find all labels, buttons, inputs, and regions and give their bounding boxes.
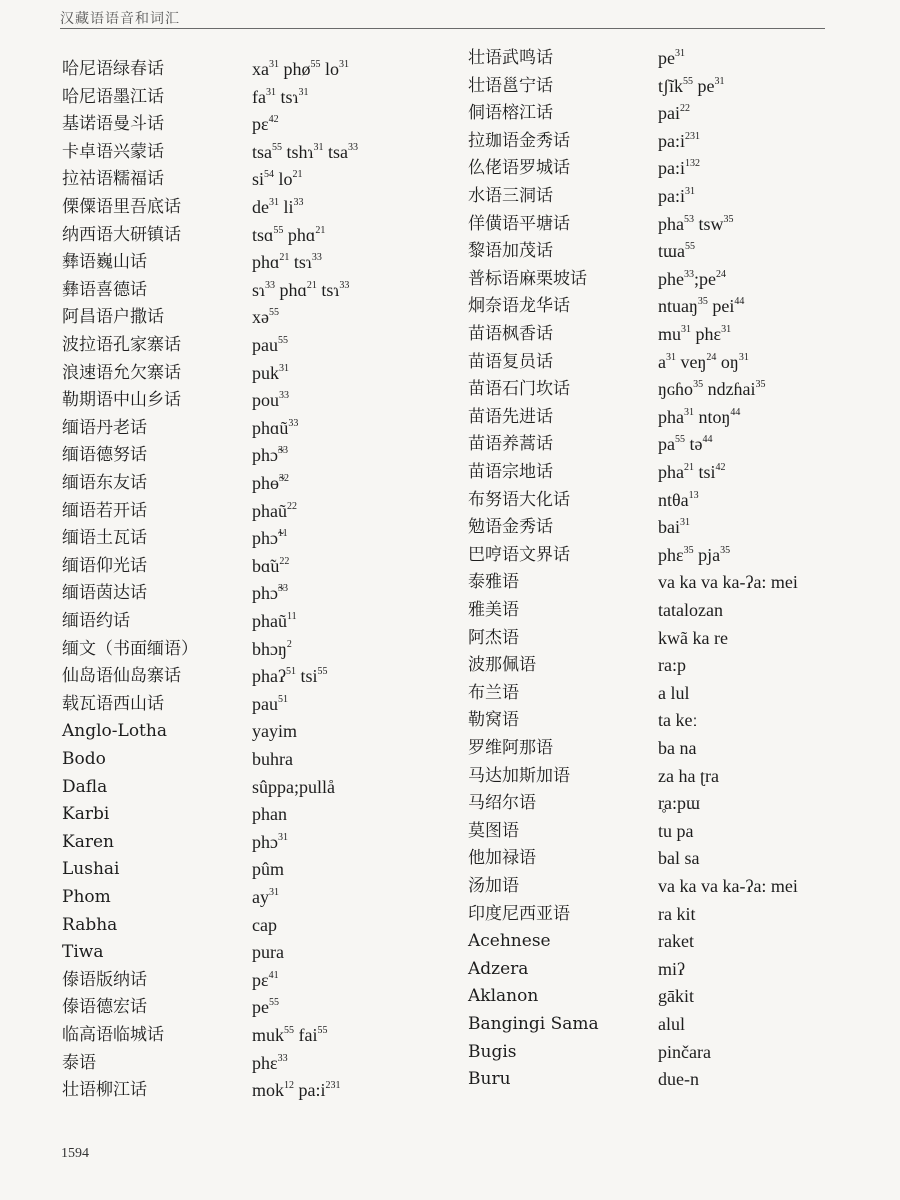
right-word-form: tɯa$^{55}$ xyxy=(658,241,695,262)
right-word-form: $pa:i^{31}$ xyxy=(658,186,695,206)
right-language-name: 泰雅语 xyxy=(468,572,519,593)
right-word-form: ba na xyxy=(658,738,697,758)
right-language-name: 汤加语 xyxy=(468,876,519,896)
left-language-name: 纳西语大研镇话 xyxy=(62,224,181,245)
left-word-form: $ay^{31}$ xyxy=(252,887,279,907)
left-language-name: 哈尼语绿春话 xyxy=(62,59,164,79)
left-word-form: muk$^{55}$ fai$^{55}$ xyxy=(252,1025,328,1045)
right-word-form: va ka va ka-ʔa: mei xyxy=(658,876,798,896)
left-word-form: $fa^{31}$ tsɿ$^{31}$ xyxy=(252,86,309,107)
left-word-form: phɑũ$^{33}$ xyxy=(252,417,299,438)
right-language-name: 马绍尔语 xyxy=(468,793,536,814)
right-language-name: 布兰语 xyxy=(468,682,519,703)
right-language-name: 苗语石门坎话 xyxy=(468,379,570,400)
right-language-name: 仫佬语罗城话 xyxy=(468,158,570,179)
left-word-form: $si^{54}$ $lo^{21}$ xyxy=(252,169,303,190)
right-language-name: 拉珈语金秀话 xyxy=(468,130,570,151)
left-word-form: pou$^{33}$ xyxy=(252,390,289,411)
left-language-name: 勒期语中山乡话 xyxy=(62,390,181,411)
right-word-form: va ka va ka-ʔa: mei xyxy=(658,572,798,593)
right-word-form: due-n xyxy=(658,1069,699,1090)
left-word-form: tsɑ$^{55}$ phɑ$^{21}$ xyxy=(252,224,326,245)
right-language-name: 水语三洞话 xyxy=(468,186,553,206)
right-word-form: pha$^{21}$ tsi$^{42}$ xyxy=(658,462,726,482)
right-word-form: miʔ xyxy=(658,958,685,979)
right-language-name: 马达加斯加语 xyxy=(468,765,570,786)
left-word-form: pɛ$^{41}$ xyxy=(252,969,279,990)
right-language-name: 他加禄语 xyxy=(468,848,536,869)
right-word-form: tatalozan xyxy=(658,600,723,620)
right-word-form: $a^{31}$ veŋ$^{24}$ $oŋ^{31}$ xyxy=(658,351,749,372)
left-word-form: phan xyxy=(252,804,287,825)
right-word-form: $pe^{31}$ xyxy=(658,48,685,68)
right-word-form: $phe^{33};pe^{24}$ xyxy=(658,268,726,289)
right-word-form: pai$^{22}$ xyxy=(658,103,690,124)
left-word-form: $de^{31}$ $li^{33}$ xyxy=(252,197,304,217)
right-language-name: 巴哼语文界话 xyxy=(468,544,570,565)
left-language-name: Phom xyxy=(62,887,111,907)
right-word-form: ntuaŋ$^{35}$ pei$^{44}$ xyxy=(658,296,745,317)
left-language-name: 缅语约话 xyxy=(62,611,130,631)
right-word-form: za ha ʈra xyxy=(658,765,719,786)
left-language-name: Rabha xyxy=(62,914,118,935)
right-language-name: 苗语先进话 xyxy=(468,406,553,427)
right-word-form: alul xyxy=(658,1014,685,1034)
left-word-form: $xa^{31}$ phø$^{55}$ $lo^{31}$ xyxy=(252,59,350,79)
right-word-form: pha$^{31}$ ntoŋ$^{44}$ xyxy=(658,406,741,427)
left-language-name: 卡卓语兴蒙话 xyxy=(62,141,164,162)
right-word-form: tʃĩk$^{55}$ $pe^{31}$ xyxy=(658,75,725,96)
left-language-name: 傣语版纳话 xyxy=(62,969,147,990)
right-word-form: $pa:i^{132}$ xyxy=(658,158,700,179)
left-language-name: Bodo xyxy=(62,749,106,769)
left-word-form: phɑ$^{21}$ tsɿ$^{33}$ xyxy=(252,252,322,273)
right-language-name: 苗语养蒿话 xyxy=(468,434,553,455)
right-language-name: 苗语宗地话 xyxy=(468,462,553,482)
right-language-name: 壮语武鸣话 xyxy=(468,48,553,68)
right-language-name: Bangingi Sama xyxy=(468,1014,599,1034)
left-word-form: $bɑ̃u^{22}$ xyxy=(252,555,290,576)
right-language-name: 壮语邕宁话 xyxy=(468,75,553,96)
right-word-form: ta keː xyxy=(658,710,698,731)
left-language-name: 缅语土瓦话 xyxy=(62,528,147,549)
left-word-form: phɵ̃$^{32}$ xyxy=(252,473,289,493)
left-word-form: phɔ̃$^{33}$ xyxy=(252,583,288,604)
left-language-name: 缅语东友话 xyxy=(62,473,147,493)
left-word-form: puk$^{31}$ xyxy=(252,362,289,383)
right-word-form: tu pa xyxy=(658,820,694,841)
left-language-name: 哈尼语墨江话 xyxy=(62,86,164,107)
left-language-name: 浪速语允欠寨话 xyxy=(62,362,181,383)
left-language-name: 缅语丹老话 xyxy=(62,417,147,438)
left-language-name: 仙岛语仙岛寨话 xyxy=(62,666,181,687)
left-language-name: 缅文（书面缅语） xyxy=(62,638,198,659)
left-language-name: 基诺语曼斗话 xyxy=(62,114,164,135)
left-language-name: Tiwa xyxy=(62,942,104,963)
right-language-name: Aklanon xyxy=(468,986,539,1007)
right-word-form: bal sa xyxy=(658,848,700,869)
left-word-form: sûppa;pullå xyxy=(252,776,335,797)
left-language-name: 载瓦语西山话 xyxy=(62,693,164,714)
running-header-title: 汉藏语语音和词汇 xyxy=(60,11,180,27)
right-word-form: $mu^{31}$ phɛ$^{31}$ xyxy=(658,324,732,344)
right-language-name: 黎语加茂话 xyxy=(468,241,553,262)
left-word-form: buhra xyxy=(252,749,293,769)
right-language-name: 布努语大化话 xyxy=(468,489,570,510)
left-word-form: bhɔŋ$^2$ xyxy=(252,638,292,659)
left-word-form: tsa$^{55}$ tshɿ$^{31}$ tsa$^{33}$ xyxy=(252,141,358,162)
left-word-form: sɿ$^{33}$ phɑ$^{21}$ tsɿ$^{33}$ xyxy=(252,279,350,300)
right-language-name: 印度尼西亚语 xyxy=(468,903,570,924)
right-language-name: 莫图语 xyxy=(468,820,519,841)
left-language-name: 彝语喜德话 xyxy=(62,279,147,300)
left-word-form: phɔ$^{31}$ xyxy=(252,831,288,852)
left-language-name: 泰语 xyxy=(62,1052,96,1073)
left-word-form: phaũ$^{11}$ xyxy=(252,611,297,631)
left-word-form: mok$^{12}$ $pa:i^{231}$ xyxy=(252,1080,341,1101)
left-language-name: 拉祜语糯福话 xyxy=(62,169,164,190)
right-word-form: a lul xyxy=(658,682,690,703)
right-language-name: 普标语麻栗坡话 xyxy=(468,268,587,289)
left-word-form: yayim xyxy=(252,721,297,742)
right-word-form: $pa:i^{231}$ xyxy=(658,130,700,151)
right-word-form: bai$^{31}$ xyxy=(658,517,690,538)
left-language-name: 傈僳语里吾底话 xyxy=(62,197,181,217)
left-language-name: 临高语临城话 xyxy=(62,1025,164,1045)
left-language-name: 阿昌语户撒话 xyxy=(62,307,164,328)
right-language-name: 勒窝语 xyxy=(468,710,519,731)
right-language-name: 波那佩语 xyxy=(468,655,536,676)
left-language-name: Dafla xyxy=(62,776,108,797)
left-word-form: pɛ$^{42}$ xyxy=(252,114,279,135)
left-language-name: Lushai xyxy=(62,859,120,880)
left-language-name: 傣语德宏话 xyxy=(62,997,147,1018)
right-language-name: Adzera xyxy=(468,958,529,979)
left-word-form: phɛ$^{33}$ xyxy=(252,1052,288,1073)
running-header xyxy=(60,8,825,29)
right-word-form: pha$^{53}$ tsw$^{35}$ xyxy=(658,213,734,234)
left-language-name: Karbi xyxy=(62,804,110,825)
right-language-name: 侗语榕江话 xyxy=(468,103,553,124)
left-word-form: pura xyxy=(252,942,284,963)
right-word-form: ntθa$^{13}$ xyxy=(658,489,699,510)
left-language-name: Anglo-Lotha xyxy=(62,721,167,742)
right-word-form: gākit xyxy=(658,986,694,1007)
right-language-name: 勉语金秀话 xyxy=(468,517,553,538)
right-language-name: 佯僙语平塘话 xyxy=(468,213,570,234)
right-word-form: ŋɢɦo$^{35}$ ndzɦai$^{35}$ xyxy=(658,379,766,400)
left-language-name: 壮语柳江话 xyxy=(62,1080,147,1101)
right-word-form: kwã ka re xyxy=(658,627,728,648)
right-language-name: 炯奈语龙华话 xyxy=(468,296,570,317)
left-word-form: phɔ̃$^{33}$ xyxy=(252,445,288,466)
right-language-name: Buru xyxy=(468,1069,511,1090)
right-language-name: 罗维阿那语 xyxy=(468,738,553,758)
left-word-form: xə$^{55}$ xyxy=(252,307,279,328)
left-word-form: pau$^{55}$ xyxy=(252,335,288,355)
right-language-name: Acehnese xyxy=(468,931,551,952)
right-word-form: pinčara xyxy=(658,1041,711,1062)
left-language-name: 波拉语孔家寨话 xyxy=(62,335,181,355)
left-language-name: Karen xyxy=(62,831,114,852)
left-word-form: phɔ̃$^{11}$ xyxy=(252,528,288,549)
left-language-name: 缅语德努话 xyxy=(62,445,147,466)
right-word-form: ra kit xyxy=(658,903,696,924)
left-word-form: phaũ$^{22}$ xyxy=(252,500,297,521)
right-language-name: 苗语复员话 xyxy=(468,351,553,372)
right-word-form: $pa^{55}$ tə$^{44}$ xyxy=(658,434,713,455)
left-word-form: $pe^{55}$ xyxy=(252,997,279,1018)
left-language-name: 缅语仰光话 xyxy=(62,555,147,576)
left-word-form: pûm xyxy=(252,859,285,880)
left-language-name: 缅语茵达话 xyxy=(62,583,147,604)
left-language-name: 缅语若开话 xyxy=(62,500,147,521)
right-word-form: ra:p xyxy=(658,655,686,676)
right-language-name: Bugis xyxy=(468,1041,517,1062)
left-word-form: phaʔ$^{51}$ tsi$^{55}$ xyxy=(252,666,328,687)
right-word-form: raket xyxy=(658,931,694,952)
right-language-name: 苗语枫香话 xyxy=(468,324,553,344)
left-language-name: 彝语巍山话 xyxy=(62,252,147,273)
left-word-form: pau$^{51}$ xyxy=(252,693,288,714)
right-language-name: 雅美语 xyxy=(468,600,519,620)
right-word-form: r̥a:pɯ xyxy=(658,793,700,814)
right-language-name: 阿杰语 xyxy=(468,627,519,648)
page-number: 1594 xyxy=(61,1146,89,1161)
right-word-form: phɛ$^{35}$ pja$^{35}$ xyxy=(658,544,731,565)
left-word-form: cap xyxy=(252,914,277,935)
